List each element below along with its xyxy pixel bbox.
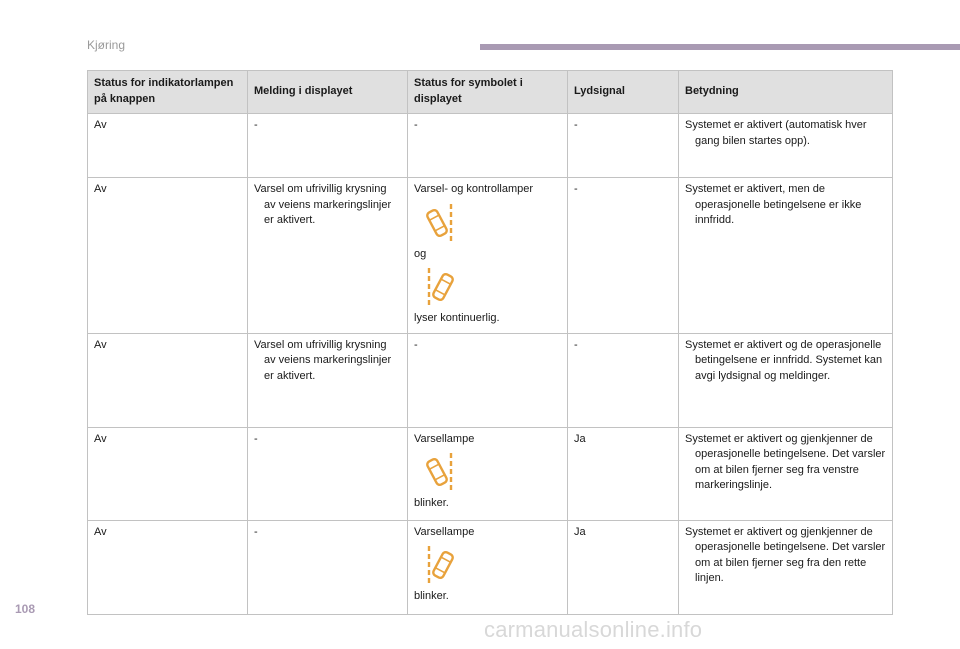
cell-sound xyxy=(568,333,679,427)
table-row xyxy=(88,520,893,614)
symbol-text: - xyxy=(414,338,418,351)
table-row xyxy=(88,114,893,178)
table-row xyxy=(88,178,893,334)
cell-sound xyxy=(568,427,679,520)
sound-text: - xyxy=(574,183,578,195)
page-number: 108 xyxy=(15,602,36,616)
message-text: Varsel om ufrivillig krysning av veiens markeringslinjer er aktivert. xyxy=(254,183,392,226)
header-meaning: Betydning xyxy=(679,71,893,114)
cell-status-button xyxy=(88,333,248,427)
symbol-text: Varsellampe xyxy=(414,432,475,445)
cell-message xyxy=(248,427,408,520)
sound-text: - xyxy=(574,119,578,131)
symbol-after-text: blinker. xyxy=(414,497,449,509)
message-text: - xyxy=(254,525,258,538)
lane-departure-left-icon xyxy=(424,545,456,585)
header-status-button: Status for indikatorlampen på knappen xyxy=(88,71,248,114)
header-symbol-status: Status for symbolet i displayet xyxy=(408,71,568,114)
section-title: Kjøring xyxy=(87,38,126,52)
cell-symbol xyxy=(408,178,568,334)
status-text: Av xyxy=(94,119,107,131)
symbol-text: - xyxy=(414,119,418,131)
lane-departure-status-table xyxy=(87,70,893,615)
table-row xyxy=(88,427,893,520)
cell-message xyxy=(248,114,408,178)
sound-text: Ja xyxy=(574,432,586,445)
cell-symbol xyxy=(408,427,568,520)
cell-symbol xyxy=(408,520,568,614)
status-text: Av xyxy=(94,432,107,445)
table-header-row xyxy=(88,71,893,114)
cell-meaning xyxy=(679,427,893,520)
table-row xyxy=(88,333,893,427)
message-text: - xyxy=(254,119,258,131)
header-display-message: Melding i displayet xyxy=(248,71,408,114)
symbol-after-text: lyser kontinuerlig. xyxy=(414,312,500,324)
lane-departure-right-icon xyxy=(424,452,456,492)
message-text: Varsel om ufrivillig krysning av veiens markeringslinjer er aktivert. xyxy=(254,338,392,382)
cell-meaning xyxy=(679,114,893,178)
symbol-text: Varsellampe xyxy=(414,525,475,538)
status-text: Av xyxy=(94,183,107,195)
sound-text: Ja xyxy=(574,525,586,538)
cell-symbol xyxy=(408,333,568,427)
cell-meaning xyxy=(679,520,893,614)
cell-message xyxy=(248,178,408,334)
cell-status-button xyxy=(88,178,248,334)
cell-message xyxy=(248,333,408,427)
status-text: Av xyxy=(94,525,107,538)
header-sound-signal: Lydsignal xyxy=(568,71,679,114)
symbol-after-text: blinker. xyxy=(414,590,449,602)
meaning-text: Systemet er aktivert og gjenkjenner de operasjonelle betingelsene. Det varsler om at bilen fjerner seg fra den rette linjen. xyxy=(685,525,886,584)
meaning-text: Systemet er aktivert, men de operasjonelle betingelsene er ikke innfridd. xyxy=(685,183,862,226)
cell-status-button xyxy=(88,427,248,520)
meaning-text: Systemet er aktivert (automatisk hver gang bilen startes opp). xyxy=(685,119,867,147)
message-text: - xyxy=(254,432,258,445)
cell-sound xyxy=(568,178,679,334)
cell-sound xyxy=(568,520,679,614)
lane-departure-left-icon xyxy=(424,267,456,307)
watermark: carmanualsonline.info xyxy=(484,617,703,642)
symbol-text: Varsel- og kontrollamper xyxy=(414,183,534,195)
status-text: Av xyxy=(94,338,107,351)
meaning-text: Systemet er aktivert og gjenkjenner de operasjonelle betingelsene. Det varsler om at bilen fjerner seg fra venstre markeringslinje. xyxy=(685,432,886,491)
sound-text: - xyxy=(574,338,578,351)
symbol-connector-text: og xyxy=(414,247,427,260)
header-accent-bar xyxy=(480,44,960,50)
meaning-text: Systemet er aktivert og de operasjonelle betingelsene er innfridd. Systemet kan avgi lydsignal og meldinger. xyxy=(685,338,883,382)
cell-status-button xyxy=(88,520,248,614)
cell-meaning xyxy=(679,178,893,334)
cell-sound xyxy=(568,114,679,178)
cell-symbol xyxy=(408,114,568,178)
cell-meaning xyxy=(679,333,893,427)
cell-message xyxy=(248,520,408,614)
cell-status-button xyxy=(88,114,248,178)
lane-departure-right-icon xyxy=(424,203,456,243)
